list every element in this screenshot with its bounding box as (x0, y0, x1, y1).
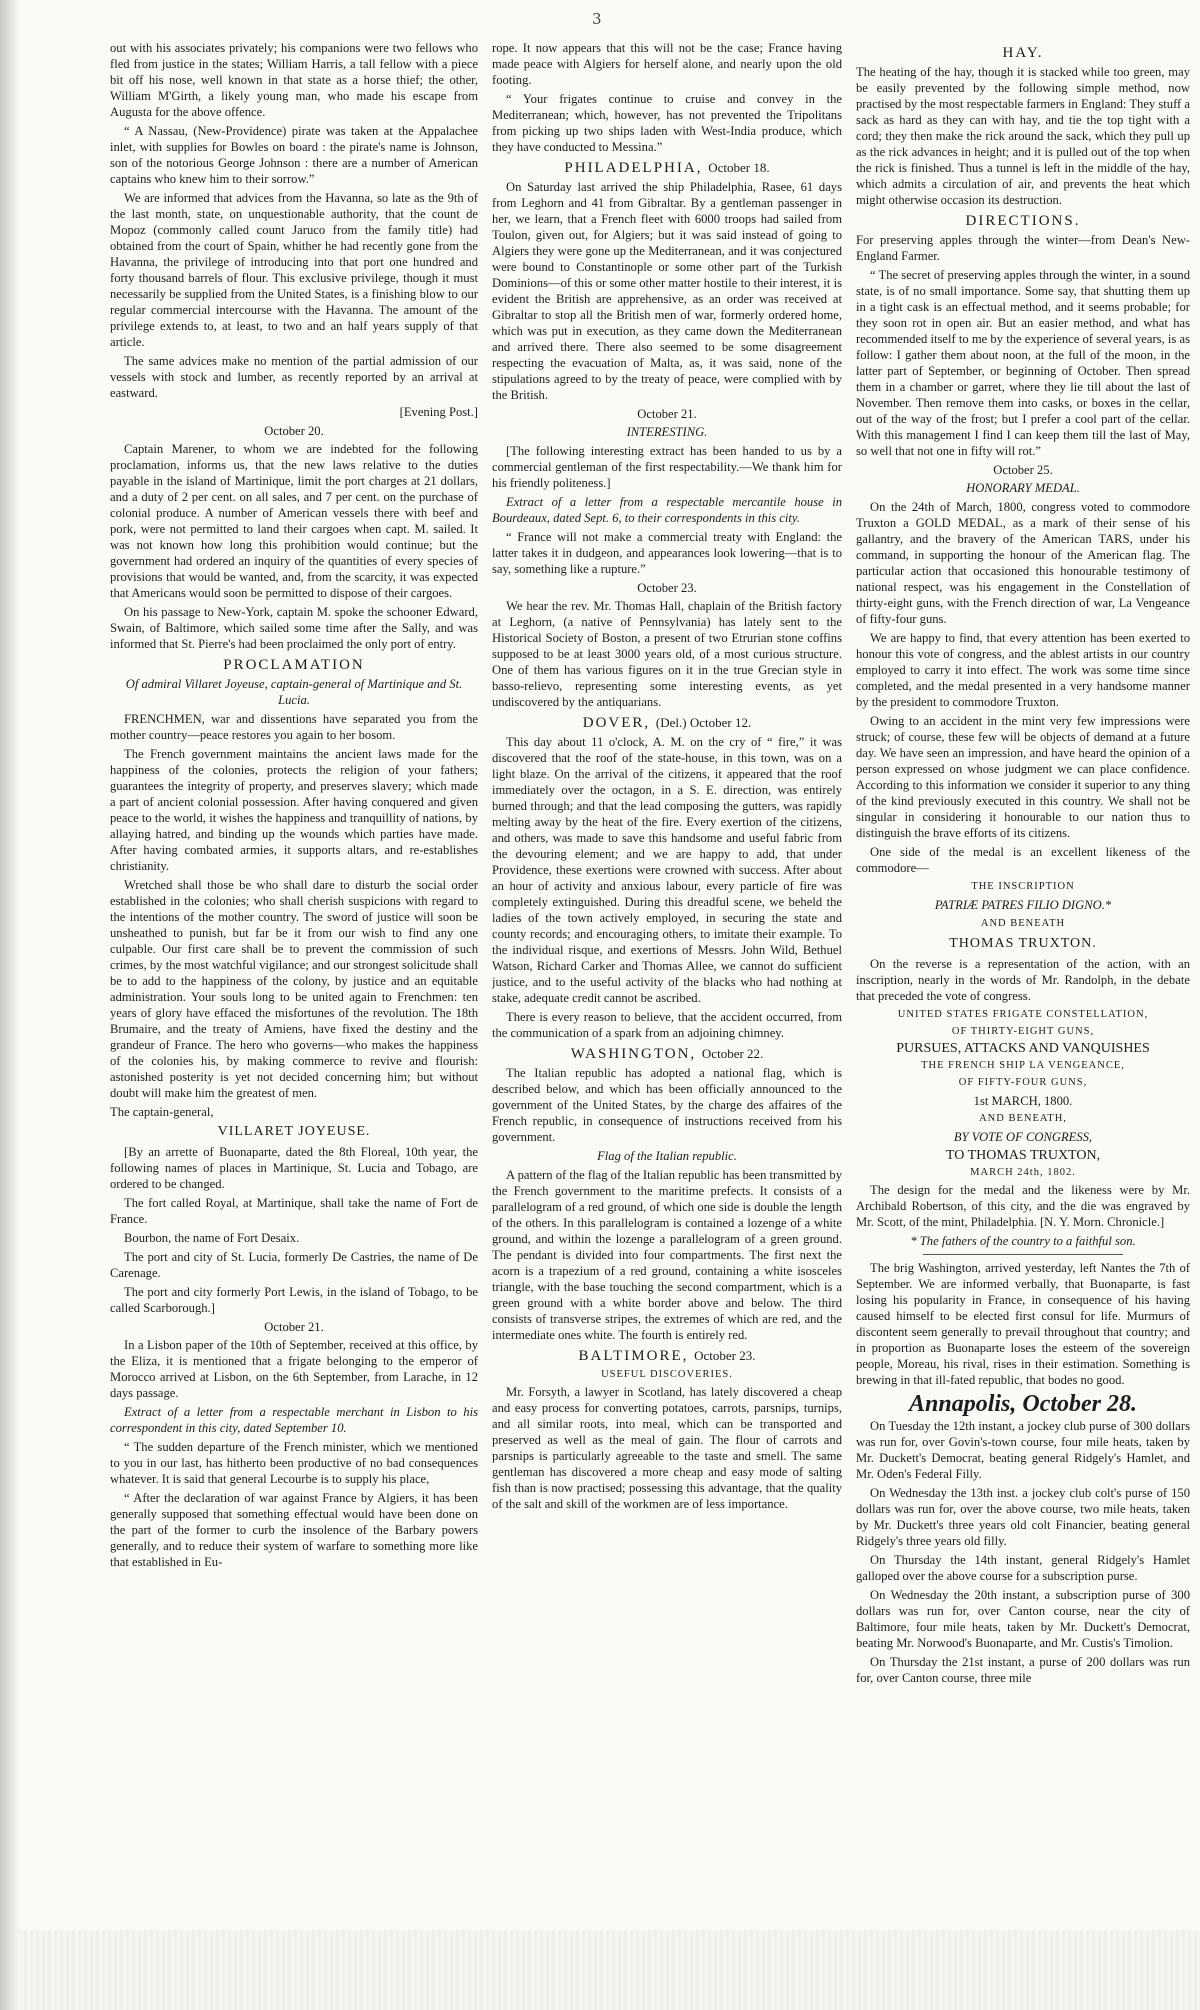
sub-heading: BY VOTE OF CONGRESS, (953, 1130, 1093, 1144)
dateline-place: BALTIMORE, (578, 1348, 689, 1364)
article-paragraph: On Thursday the 14th instant, general Ridgely's Hamlet galloped over the above course for a subscription purse. (856, 1553, 1190, 1583)
letter-intro: Extract of a letter from a respectable mercantile house in Bourdeaux, dated Sept. 6, to their correspondents in this city. (492, 495, 842, 525)
article-paragraph: out with his associates privately; his companions were two fellows who fled from justice in the states; William Harris, a tall fellow with a piece bit off his nose, well known in that state as a horse thief; the other, William M'Girth, a likely young man, who made his escape from Augusta for the above offence. (110, 41, 478, 119)
dateline-place: HAY. (1002, 45, 1044, 61)
dateline-date: October 23. (694, 1348, 756, 1363)
article-paragraph: A pattern of the flag of the Italian republic has been transmitted by the French government to the maritime prefects. It consists of a parallelogram of a red ground, of which one side is double the length of the others. In this parallelogram is contained a lozenge of a white ground, and within the lozenge a parallelogram of a green ground. The pendant is divided into four compartments. The first next the acorn is a trapezium of a red ground, containing a white isosceles triangle, with the base touching the second compartment, which is a green ground with a white border above and below. The third consists of transverse stripes, the extremes of which are red, and the intermediate ones white. The fourth is entirely red. (492, 1168, 842, 1342)
sub-heading: HONORARY MEDAL. (966, 481, 1080, 495)
article-paragraph: Bourbon, the name of Fort Desaix. (124, 1231, 300, 1245)
sub-heading: * The fathers of the country to a faithful son. (910, 1234, 1136, 1248)
column-3 (856, 40, 1190, 1960)
inscription-line: THE INSCRIPTION (971, 881, 1075, 892)
article-paragraph: On the reverse is a representation of the action, with an inscription, nearly in the words of Mr. Randolph, in the debate that preceded the vote of congress. (856, 957, 1190, 1003)
article-paragraph: rope. It now appears that this will not be the case; France having made peace with Algiers for herself alone, and nearly upon the old footing. (492, 41, 842, 87)
dateline-date: (Del.) October 12. (655, 715, 752, 730)
article-paragraph: On Thursday the 21st instant, a purse of 200 dollars was run for, over Canton course, three mile (856, 1655, 1190, 1685)
date-line: October 21. (264, 1320, 324, 1334)
article-paragraph: The port and city formerly Port Lewis, in the island of Tobago, to be called Scarborough.] (110, 1285, 478, 1315)
article-paragraph: On the 24th of March, 1800, congress voted to commodore Truxton a GOLD MEDAL, as a mark of their sense of his gallantry, and the bravery of the American TARS, under his command, in supporting the honour of the American flag. The particular action that occasioned this honourable testimony of national respect, was his engagement in the Constellation of thirty-eight guns, with the French direction of war, La Vengeance of fifty-four guns. (856, 500, 1190, 626)
article-paragraph: Mr. Forsyth, a lawyer in Scotland, has lately discovered a cheap and easy process for converting potatoes, carrots, parsnips, turnips, and all similar roots, into meal, which can be transported and preserved as well as the meal of gain. The flour of carrots and parsnips is particularly agreeable to the taste and smell. The same gentleman has discovered a more cheap and easy mode of salting fish than is now practised; possessing this advantage, that the quality of the salt and skill of the workmen are of less importance. (492, 1385, 842, 1511)
dateline-place: DIRECTIONS. (965, 213, 1081, 229)
inscription-line: OF FIFTY-FOUR GUNS, (958, 1077, 1088, 1088)
section-heading (492, 160, 842, 176)
article-paragraph: “ After the declaration of war against France by Algiers, it has been generally supposed that something effectual would have been done on the part of the former to curb the insolence of the Barbary powers generally, and to reduce their system of warfare to something more like that established in Eu- (110, 1491, 478, 1569)
sub-heading: PATRIÆ PATRES FILIO DIGNO.* (934, 898, 1112, 912)
signature-name: THOMAS TRUXTON. (949, 936, 1097, 951)
column-1 (110, 40, 478, 1960)
section-heading (856, 45, 1190, 61)
dateline-annapolis: Annapolis, October 28. (908, 1391, 1138, 1417)
dateline-place: WASHINGTON, (570, 1046, 697, 1062)
column-2 (492, 40, 842, 1960)
article-paragraph: “ France will not make a commercial treaty with England: the latter takes it in dudgeon, and appearances look lowering—that is to say, something like a rupture.” (492, 530, 842, 576)
date-line: October 25. (993, 463, 1053, 477)
sub-heading: Of admiral Villaret Joyeuse, captain-general of Martinique and St. Lucia. (125, 677, 463, 707)
dateline-date: October 18. (708, 160, 770, 175)
inscription-line: MARCH 24th, 1802. (970, 1167, 1076, 1178)
article-paragraph: The captain-general, (110, 1105, 214, 1119)
source-credit: [Evening Post.] (399, 405, 478, 419)
article-paragraph: We are informed that advices from the Havanna, so late as the 9th of the last month, state, on unquestionable authority, that the count de Mopoz (commonly called count Jaruco from the family title) had obtained from the court of Spain, whither he had recently gone from the Havanna, the privilege of introducing into that port one hundred and forty thousand barrels of flour. This exclusive privilege, though it must necessarily be supplied from the United States, is a finishing blow to our regular commercial intercourse with the Havanna. The amount of the privilege extends to, at least, to two and an half years supply of that article. (110, 191, 478, 349)
date-line: October 23. (637, 581, 697, 595)
article-paragraph: The same advices make no mention of the partial admission of our vessels with stock and lumber, as recently reported by an arrival at eastward. (110, 354, 478, 400)
article-paragraph: For preserving apples through the winter—from Dean's New-England Farmer. (856, 233, 1190, 263)
section-heading (492, 1348, 842, 1364)
article-paragraph: “ The secret of preserving apples through the winter, in a sound state, is of no small importance. Some say, that shutting them up in a tight cask is an effectual method, and it seems probable; for they soon rot in open air. But an easier method, and what has recommended itself to me by the experience of several years, is as follow: I gather them about noon, at the full of the moon, in the latter part of September, or beginning of October. Then spread them in a chamber or garret, where they lie till about the last of November. Then remove them into casks, or boxes in the cellar, out of the way of the frost; but I prefer a cool part of the cellar. With this management I find I can keep them till the last of May, so well that not one in fifty will rot.” (856, 268, 1190, 458)
sub-heading: INTERESTING. (626, 425, 708, 439)
section-heading (492, 715, 842, 731)
article-paragraph: [The following interesting extract has been handed to us by a commercial gentleman of the first respectability.—We thank him for his friendly politeness.] (492, 444, 842, 490)
article-paragraph: The Italian republic has adopted a national flag, which is described below, and which has been officially announced to the government of the United States, by the charge des affaires of the French republic, in consequence of instructions received from his government. (492, 1066, 842, 1144)
article-paragraph: In a Lisbon paper of the 10th of September, received at this office, by the Eliza, it is mentioned that a frigate belonging to the emperor of Morocco arrived at Lisbon, on the 6th September, from Larache, in 12 days passage. (110, 1338, 478, 1400)
article-paragraph: The brig Washington, arrived yesterday, left Nantes the 7th of September. We are informed verbally, that Buonaparte, is fast losing his popularity in France, in consequence of his having caused himself to be elected first consul for life. Murmurs of discontent seem generally to prevail throughout that country; and in proportion as Buonaparte loses the esteem of the sovereign people, Moreau, his rival, rises in their estimation. Something is brewing in that ill-fated republic, that bodes no good. (856, 1261, 1190, 1387)
article-paragraph: Owing to an accident in the mint very few impressions were struck; of course, these few will be objects of demand at a future day. We have seen an impression, and have heard the opinion of a person expressed on whose judgment we can place confidence. According to this information we consider it superior to any thing of the kind previously executed in this country. We shall not be singular in considering it honourable to our nation thus to distinguish the brave efforts of its citizens. (856, 714, 1190, 840)
separator-rule (923, 1254, 1123, 1255)
article-paragraph: Wretched shall those be who shall dare to disturb the social order established in the colonies; who shall cherish suspicions with regard to the intentions of the mother country. The sword of justice will soon be unsheathed to punish, but far be it from our wish to find any one culpable. Our first care shall be to prevent the commission of such crimes, by the most watchful vigilance; and our strongest solicitude shall be to add to the happiness of the colony, by justice and an equitable administration. Your souls long to be united again to Frenchmen: ten years of glory have effaced the misfortunes of the revolution. The 18th Brumaire, and the treaty of Amiens, have fixed the destiny and the grandeur of France. The hero who governs—who makes the happiness of the colonies his, by making commerce to revive and flourish: astonished posterity is yet not decided concerning him; but without doubt will make him the greatest of men. (110, 878, 478, 1100)
page-footer-wear (20, 1930, 1200, 2010)
article-paragraph: “ The sudden departure of the French minister, which we mentioned to you in our last, has hitherto been productive of no bad consequences whatever. It is said that general Lecourbe is to supply his place, (110, 1440, 478, 1486)
article-paragraph: On Tuesday the 12th instant, a jockey club purse of 300 dollars was run for, over Govin's-town course, four mile heats, taken by Mr. Duckett's Democrat, beating general Ridgely's Hamlet, and Mr. Oden's Federal Filly. (856, 1419, 1190, 1481)
dateline-place: PROCLAMATION (223, 657, 365, 673)
signature-name: VILLARET JOYEUSE. (217, 1124, 371, 1139)
article-paragraph: The French government maintains the ancient laws made for the happiness of the colonies, protects the religion of your fathers; guarantees the integrity of property, and preserves slavery; which made a part of ancient colonial possession. After having conquered and given peace to the world, it wishes the happiness and tranquillity of nations, by allaying hatred, and binding up the wounds which parties have made. After having combated armies, it supports altars, and re-establishes christianity. (110, 747, 478, 873)
dateline-date: October 22. (701, 1046, 764, 1061)
page-number: 3 (592, 10, 602, 28)
article-paragraph: There is every reason to believe, that the accident occurred, from the communication of a spark from an adjoining chimney. (492, 1010, 842, 1040)
inscription-line: USEFUL DISCOVERIES. (601, 1369, 733, 1380)
page-binding-edge (0, 0, 20, 2010)
article-paragraph: The port and city of St. Lucia, formerly De Castries, the name of De Carenage. (110, 1250, 478, 1280)
inscription-line: AND BENEATH (980, 918, 1066, 929)
section-heading (110, 657, 478, 673)
date-line: October 20. (264, 424, 324, 438)
inscription-line: AND BENEATH, (979, 1113, 1067, 1124)
section-heading (856, 213, 1190, 229)
article-paragraph: Captain Marener, to whom we are indebted for the following proclamation, informs us, that the new laws relative to the duties payable in the island of Martinique, limit the port charges at 21 dollars, and a duty of 2 per cent. on all sales, and 7 per cent. on the purchase of colonial produce. A number of American vessels there with beef and pork, were not permitted to land their cargoes when capt. M. sailed. It was not known how long this prohibition would continue; but the government had ordered an inquiry of the quantities of every species of provisions that would be wanted, and, from the scarcity, it was expected that Americans would soon be permitted to dispose of their cargoes. (110, 442, 478, 600)
article-paragraph: We are happy to find, that every attention has been exerted to honour this vote of congress, and the ablest artists in our country employed to carry it into effect. The work was some time since completed, and the medal presented in a very handsome manner by the president to commodore Truxton. (856, 631, 1190, 709)
article-paragraph: FRENCHMEN, war and dissentions have separated you from the mother country—peace restores you again to her bosom. (110, 712, 478, 742)
inscription-line: TO THOMAS TRUXTON, (945, 1148, 1101, 1163)
article-paragraph: The heating of the hay, though it is stacked while too green, may be easily prevented by the following simple method, now practised by the most respectable farmers in England: They stuff a sack as hard as they can with hay, and tie the top tight with a cord; they then make the rick around the sack, which they pull up as the rick advances in height; and it is pulled out of the top when the rick is finished. Thus a tunnel is left in the middle of the hay, which admits a circulation of air, and prevents the heat which might otherwise occasion its destruction. (856, 65, 1190, 207)
article-paragraph: The fort called Royal, at Martinique, shall take the name of Fort de France. (110, 1196, 478, 1226)
letter-intro: Extract of a letter from a respectable merchant in Lisbon to his correspondent in this city, dated September 10. (110, 1405, 478, 1435)
inscription-line: THE FRENCH SHIP LA VENGEANCE, (921, 1060, 1125, 1071)
article-paragraph: On Wednesday the 13th inst. a jockey club colt's purse of 150 dollars was run for, over the above course, two mile heats, taken by Mr. Duckett's three years old colt Financier, beating general Ridgely's three years old filly. (856, 1486, 1190, 1548)
inscription-line: OF THIRTY-EIGHT GUNS, (951, 1026, 1095, 1037)
article-paragraph: This day about 11 o'clock, A. M. on the cry of “ fire,” it was discovered that the roof of the state-house, in this town, was on a light blaze. On the arrival of the citizens, it appeared that the roof immediately over the octagon, in a S. E. direction, was entirely burned through; and that the lead composing the gutters, was rapidly melting away by the heat of the fire. Every exertion of the citizens, and others, was made to save this handsome and useful fabric from the devouring element; and we are happy to add, that under Providence, these exertions were crowned with success. After about an hour of activity and anxious labour, every particle of fire was completely extinguished. During this dreadful scene, we beheld the ladies of the town actively employed, in securing the state and county records; and encouraging others, to imitate their example. To the individual risque, and exertions of Messrs. John Wild, Bethuel Watson, Richard Carker and Thomas Allee, we cannot do sufficient justice, and to the useful activity of the blacks who had nothing at stake, adequate credit cannot be ascribed. (492, 735, 842, 1005)
article-paragraph: “ Your frigates continue to cruise and convey in the Mediterranean; which, however, has not prevented the Tripolitans from picking up two ships laden with West-India produce, which they have conducted to Messina.” (492, 92, 842, 154)
section-heading (492, 1046, 842, 1062)
article-paragraph: We hear the rev. Mr. Thomas Hall, chaplain of the British factory at Leghorn, (a native of Pennsylvania) has lately sent to the Historical Society of Boston, a present of two Etrurian stone coffins supposed to be at least 3000 years old, of a most curious structure. One of them has various figures on it in the true Grecian style in basso-relievo, representing some interesting events, as yet undiscovered by the antiquarians. (492, 599, 842, 709)
date-line: 1st MARCH, 1800. (973, 1094, 1073, 1108)
inscription-line: PURSUES, ATTACKS AND VANQUISHES (896, 1041, 1150, 1056)
article-paragraph: On his passage to New-York, captain M. spoke the schooner Edward, Swain, of Baltimore, which sailed some time after the Sally, and was informed that St. Pierre's had been proclaimed the only port of entry. (110, 605, 478, 651)
dateline-place: PHILADELPHIA, (564, 160, 703, 176)
dateline-place: DOVER, (582, 715, 651, 731)
article-paragraph: The design for the medal and the likeness were by Mr. Archibald Robertson, of this city, and the die was engraved by Mr. Scott, of the mint, Philadelphia. [N. Y. Morn. Chronicle.] (856, 1183, 1190, 1229)
article-paragraph: On Saturday last arrived the ship Philadelphia, Rasee, 61 days from Leghorn and 41 from Gibraltar. By a gentleman passenger in her, we learn, that a French fleet with 6000 troops had sailed from Toulon, given out, for Algiers; but it was said instead of going to Algiers they were gone up the Mediterranean, and it was conjectured were bound to Constantinople or some other part of the Turkish Dominions—of this or some other matter hostile to their interest, it is evident the British are apprehensive, as an order was received at Gibraltar to stop all the British men of war, formerly ordered home, which was put in execution, as they came down the Mediterranean and arrived there. There also seemed to be some disagreement respecting the evacuation of Malta, as, it was said, none of the stipulations agreed to by the treaty of peace, were complied with by the British. (492, 180, 842, 402)
article-paragraph: [By an arrette of Buonaparte, dated the 8th Floreal, 10th year, the following names of places in Martinique, St. Lucia and Tobago, are ordered to be changed. (110, 1145, 478, 1191)
inscription-line: UNITED STATES FRIGATE CONSTELLATION, (897, 1009, 1149, 1020)
article-paragraph: One side of the medal is an excellent likeness of the commodore— (856, 845, 1190, 875)
date-line: October 21. (637, 407, 697, 421)
article-paragraph: “ A Nassau, (New-Providence) pirate was taken at the Appalachee inlet, with supplies for Bowles on board : the pirate's name is Johnson, son of the notorious George Johnson : there are a number of American captains who knew him to their sorrow.” (110, 124, 478, 186)
article-paragraph: On Wednesday the 20th instant, a subscription purse of 300 dollars was run for, over Canton course, near the city of Baltimore, four mile heats, taken by Mr. Duckett's Democrat, beating Mr. Norwood's Buonaparte, and Mr. Custis's Timolion. (856, 1588, 1190, 1650)
sub-heading: Flag of the Italian republic. (597, 1149, 737, 1163)
